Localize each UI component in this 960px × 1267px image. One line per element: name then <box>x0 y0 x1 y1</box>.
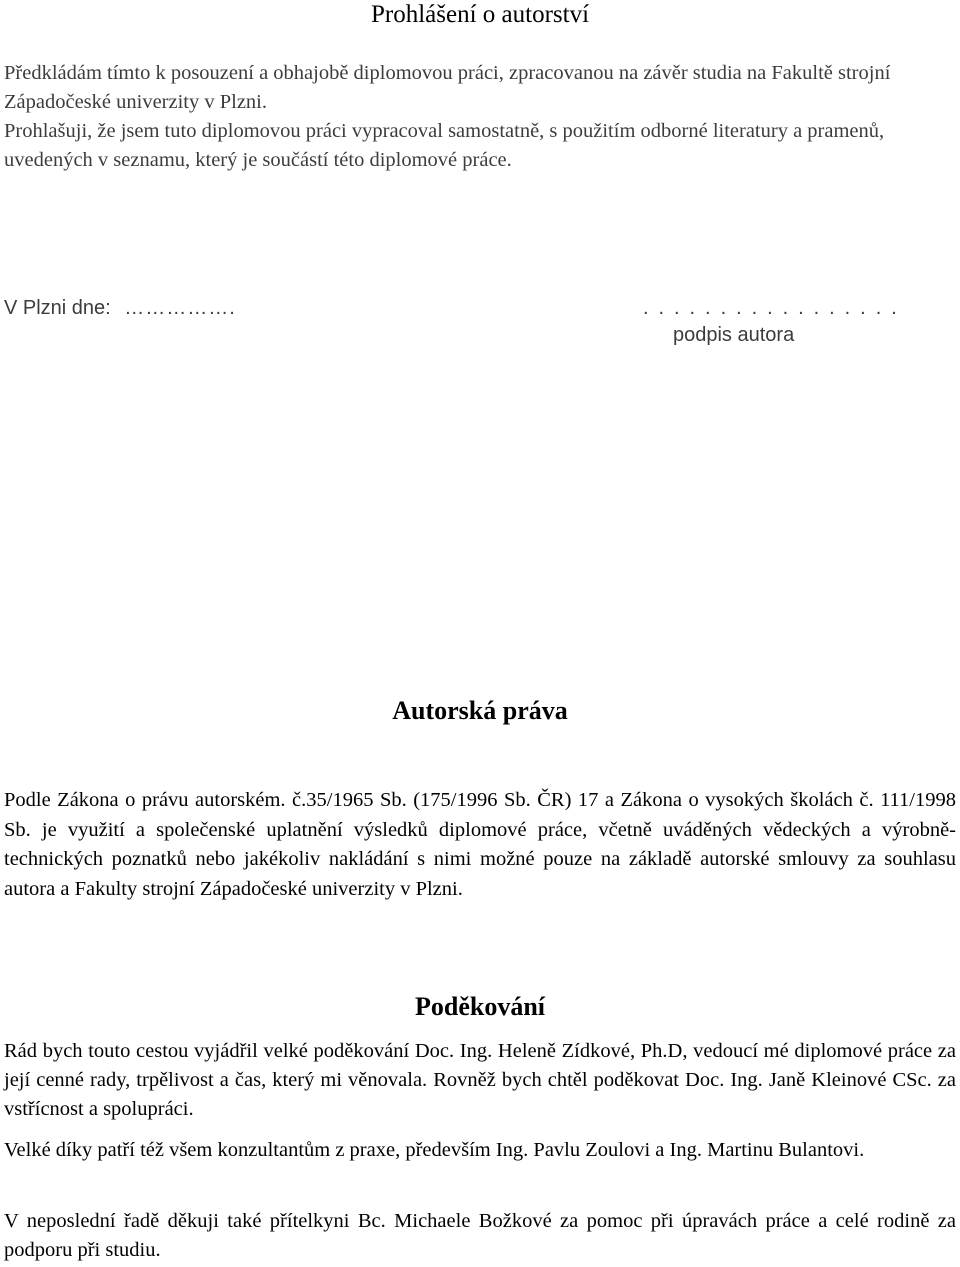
signature-dots: . . . . . . . . . . . . . . . . . <box>643 297 899 319</box>
acknowledgement-paragraph-3: V neposlední řadě děkuji také přítelkyni Bc. Michaele Božkové za pomoc při úpravách práce a celé rodině za podporu při studiu. <box>4 1210 956 1261</box>
date-dots: ……………. <box>124 297 236 319</box>
declaration-paragraph-2: Prohlašuji, že jsem tuto diplomovou práci vypracoval samostatně, s použitím odborné literatury a pramenů, uvedených v seznamu, který je součástí této diplomové práce. <box>4 120 885 171</box>
declaration-paragraph-1: Předkládám tímto k posouzení a obhajobě diplomovou práci, zpracovanou na závěr studia na Fakultě strojní Západočeské univerzity v Plzni. <box>4 62 891 113</box>
copyright-title: Autorská práva <box>392 696 568 725</box>
copyright-text: Podle Zákona o právu autorském. č.35/1965 Sb. (175/1996 Sb. ČR) 17 a Zákona o vysokých školách č. 111/1998 Sb. je využití a společenské uplatnění výsledků diplomové práce, včetně uváděných vědeckých a výrobně-technických poznatků nebo jakékoliv nakládání s nimi možné pouze na základě autorské smlouvy za souhlasu autora a Fakulty strojní Západočeské univerzity v Plzni. <box>4 789 956 900</box>
place-date-label: V Plzni dne: <box>4 297 111 319</box>
declaration-title: Prohlášení o autorství <box>370 1 590 28</box>
acknowledgement-paragraph-2: Velké díky patří též všem konzultantům z praxe, především Ing. Pavlu Zoulovi a Ing. Martinu Bulantovi. <box>4 1139 865 1161</box>
acknowledgement-paragraph-1: Rád bych touto cestou vyjádřil velké poděkování Doc. Ing. Heleně Zídkové, Ph.D, vedoucí mé diplomové práce za její cenné rady, trpělivost a čas, který mi věnovala. Rovněž bych chtěl poděkovat Doc. Ing. Janě Kleinové CSc. za vstřícnost a spolupráci. <box>4 1040 956 1120</box>
acknowledgement-title: Poděkování <box>414 992 546 1021</box>
signature-label: podpis autora <box>673 324 795 346</box>
place-date-line <box>4 295 236 321</box>
